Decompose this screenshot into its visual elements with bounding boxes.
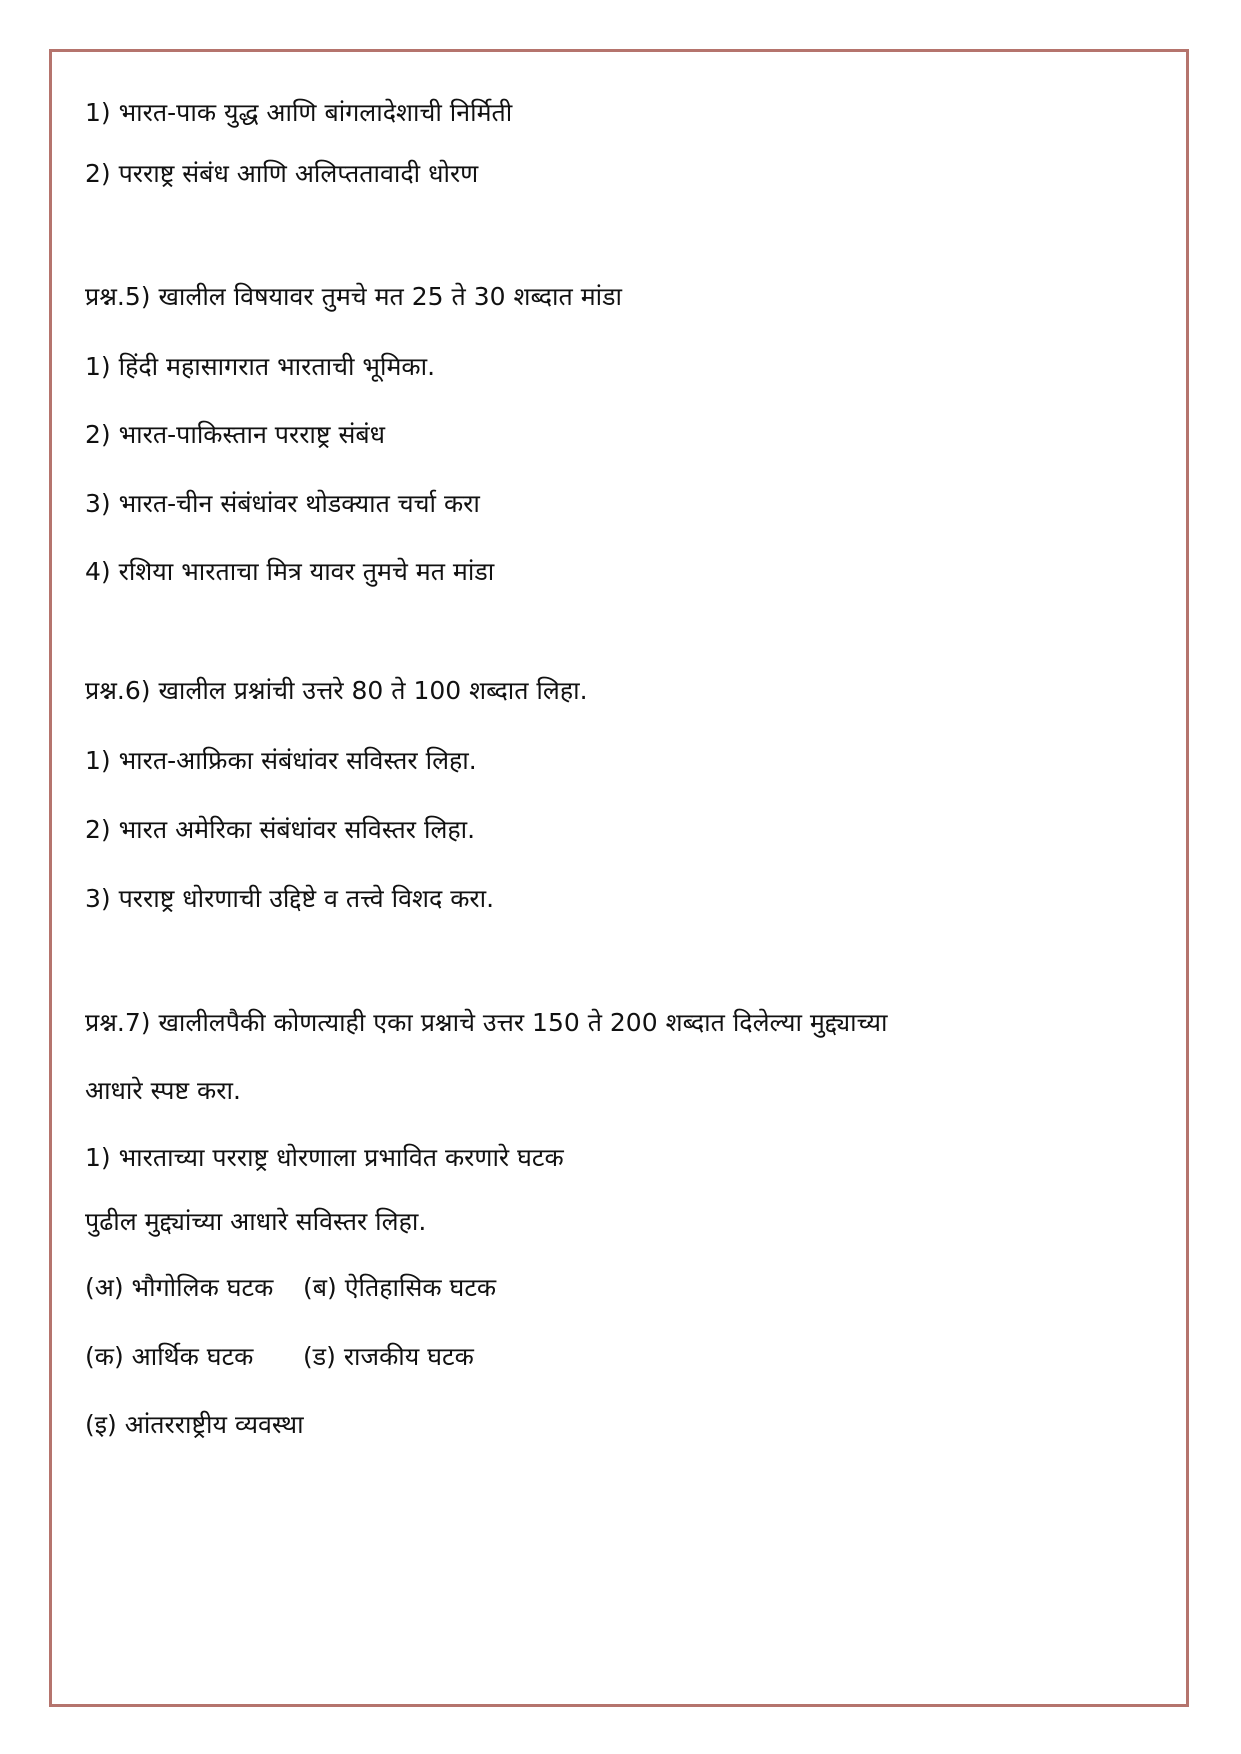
q6-heading: प्रश्न.6) खालील प्रश्नांची उत्तरे 80 ते 100 शब्दात लिहा. [85, 676, 588, 705]
prev-item-1: 1) भारत-पाक युद्ध आणि बांगलादेशाची निर्मिती [85, 98, 513, 127]
q5-item-2: 2) भारत-पाकिस्तान परराष्ट्र संबंध [85, 420, 385, 449]
q7-instruction: पुढील मुद्द्यांच्या आधारे सविस्तर लिहा. [85, 1207, 427, 1236]
q5-item-4: 4) रशिया भारताचा मित्र यावर तुमचे मत मांडा [85, 557, 495, 586]
factor-economic: (क) आर्थिक घटक [85, 1342, 254, 1371]
q7-heading-line-2: आधारे स्पष्ट करा. [85, 1076, 241, 1105]
factor-historical: (ब) ऐतिहासिक घटक [303, 1273, 497, 1302]
factor-political: (ड) राजकीय घटक [303, 1342, 474, 1371]
q7-factor-row-1 [85, 1271, 497, 1305]
q6-item-1: 1) भारत-आफ्रिका संबंधांवर सविस्तर लिहा. [85, 746, 477, 775]
q7-item-1: 1) भारताच्या परराष्ट्र धोरणाला प्रभावित करणारे घटक [85, 1143, 564, 1172]
q5-heading: प्रश्न.5) खालील विषयावर तुमचे मत 25 ते 30 शब्दात मांडा [85, 282, 623, 311]
q5-item-3: 3) भारत-चीन संबंधांवर थोडक्यात चर्चा करा [85, 489, 480, 518]
q6-item-3: 3) परराष्ट्र धोरणाची उद्दिष्टे व तत्त्वे विशद करा. [85, 884, 495, 913]
factor-geographic: (अ) भौगोलिक घटक [85, 1273, 274, 1302]
q6-item-2: 2) भारत अमेरिका संबंधांवर सविस्तर लिहा. [85, 815, 476, 844]
q7-heading-line-1: प्रश्न.7) खालीलपैकी कोणत्याही एका प्रश्नाचे उत्तर 150 ते 200 शब्दात दिलेल्या मुद्द्याच्या [85, 1008, 888, 1037]
q5-item-1: 1) हिंदी महासागरात भारताची भूमिका. [85, 352, 436, 381]
prev-item-2: 2) परराष्ट्र संबंध आणि अलिप्ततावादी धोरण [85, 159, 479, 188]
factor-international: (इ) आंतरराष्ट्रीय व्यवस्था [85, 1410, 304, 1439]
q7-factor-row-2 [85, 1340, 474, 1374]
